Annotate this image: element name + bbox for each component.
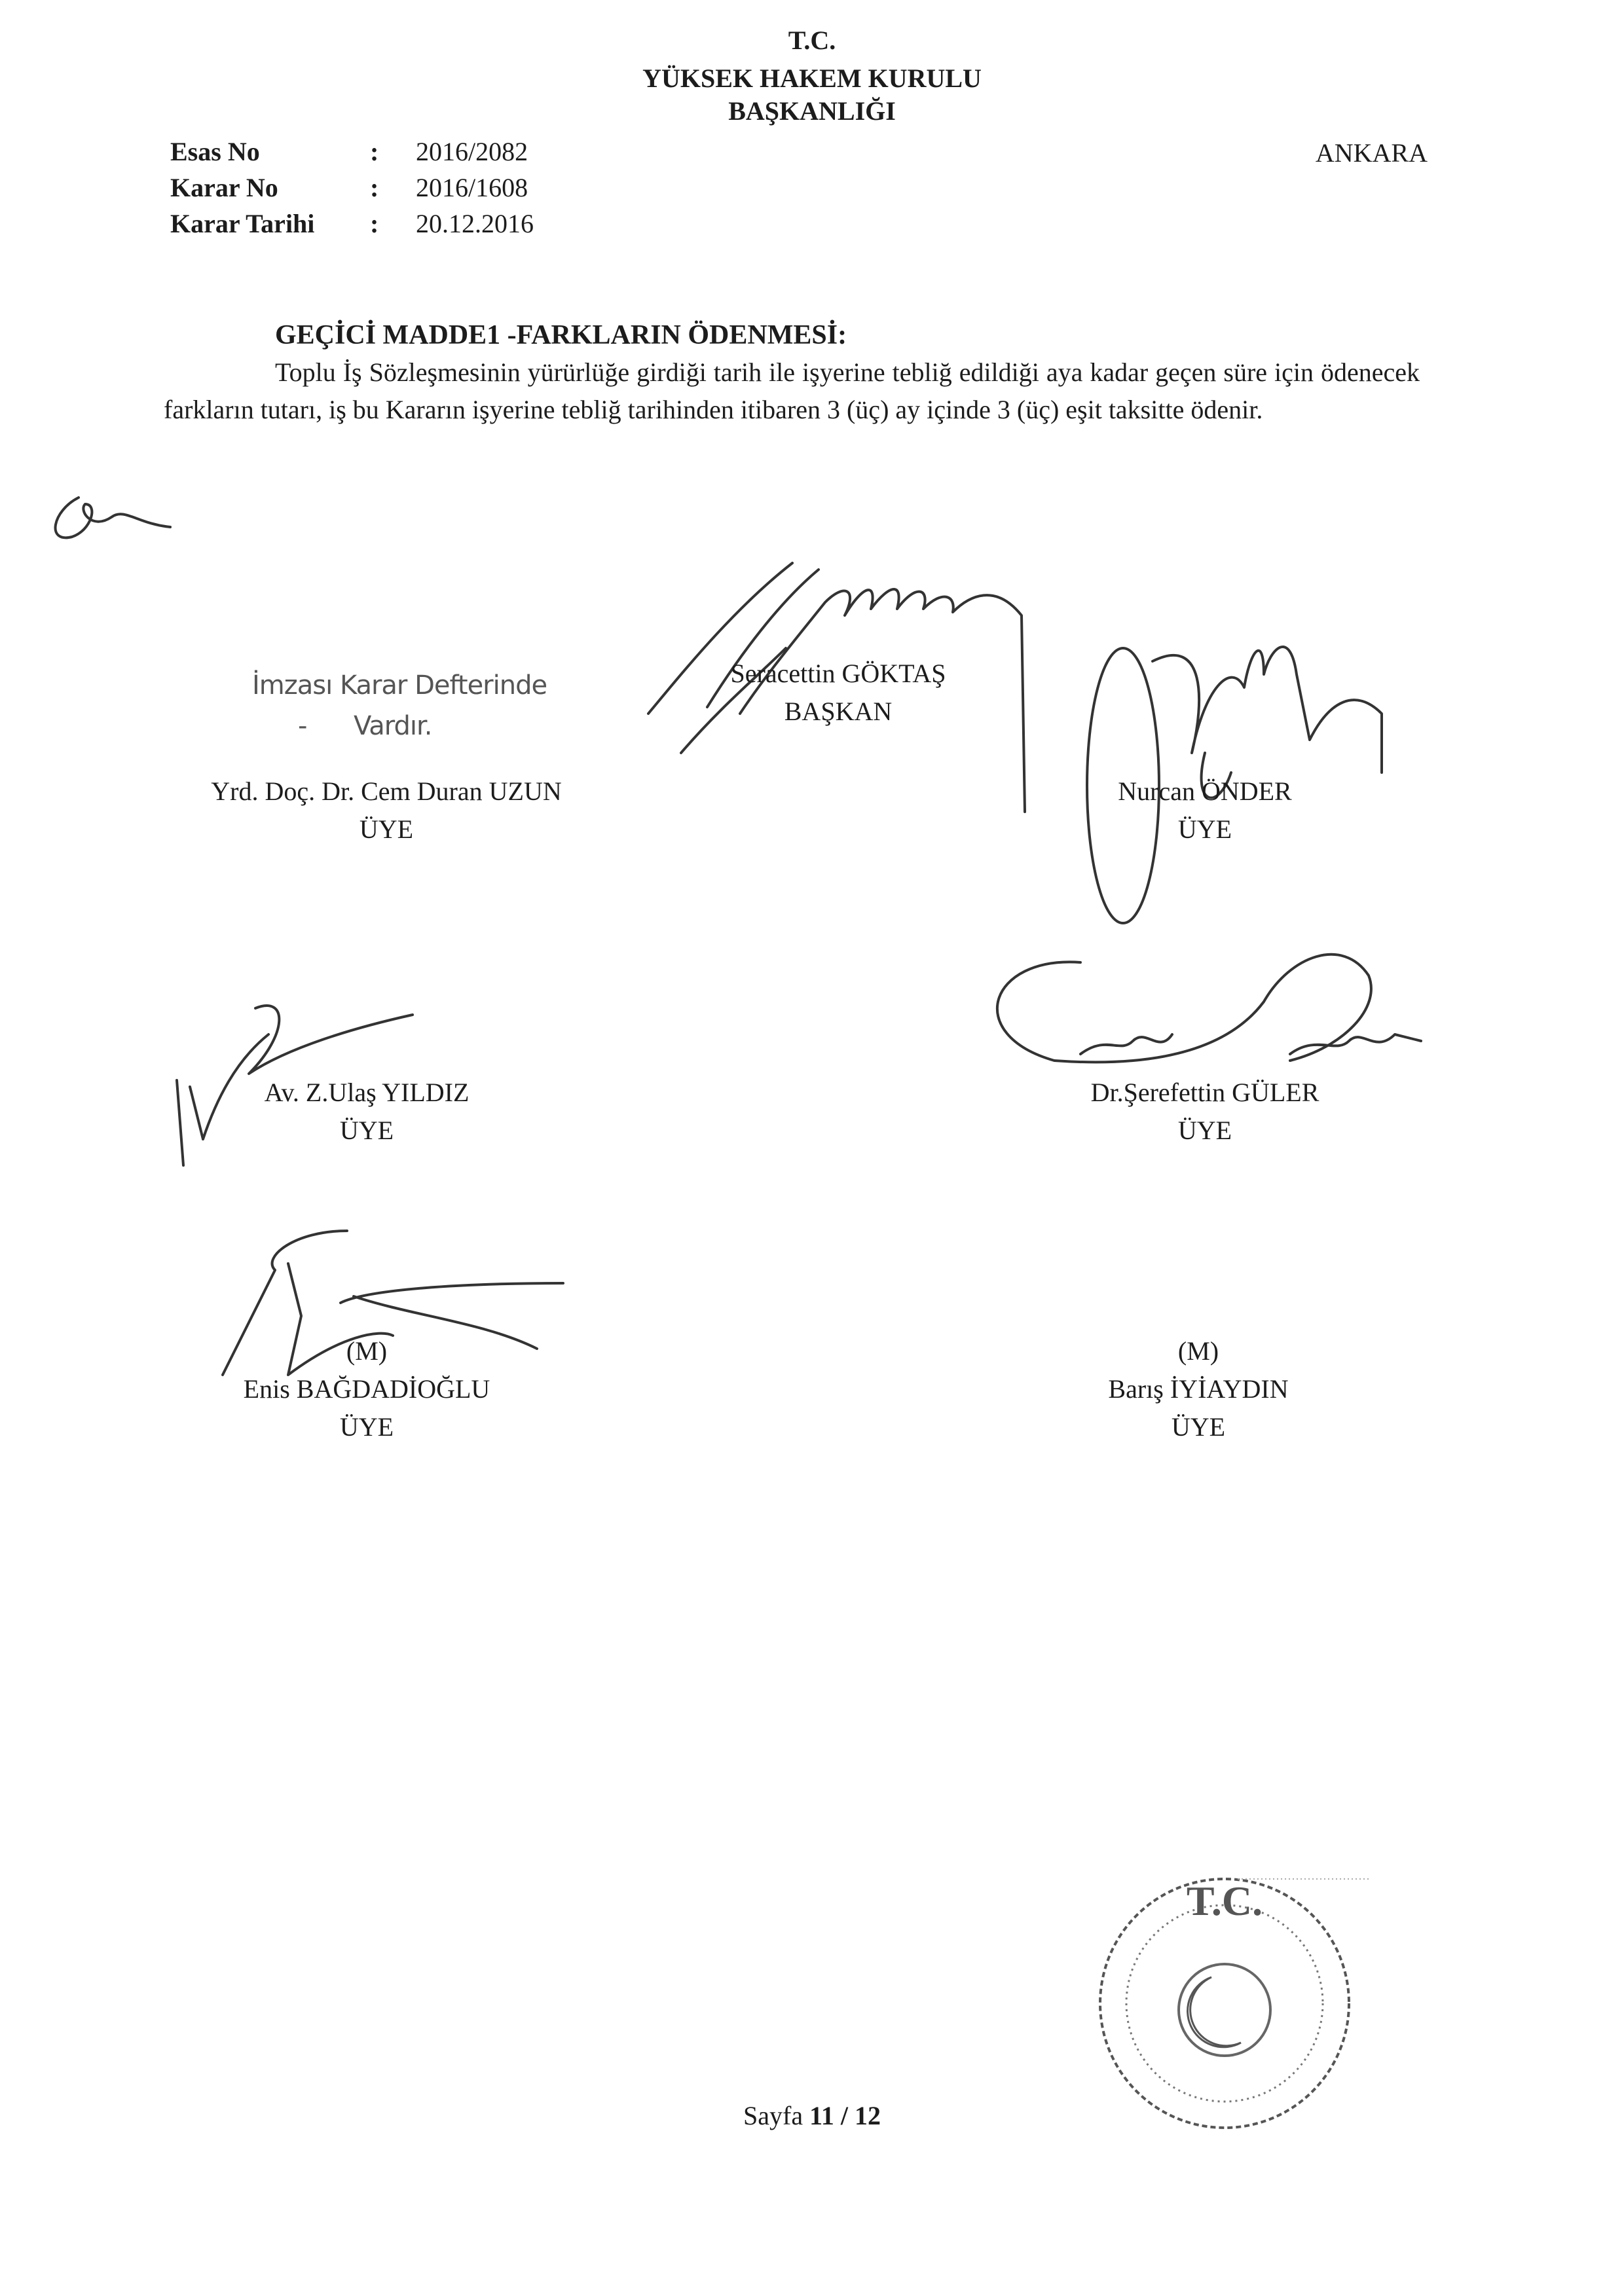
karar-value: 2016/1608: [416, 173, 528, 202]
iyiaydin-mark: (M): [1177, 1336, 1219, 1366]
uzun-role: ÜYE: [359, 814, 414, 844]
esas-label: Esas No: [170, 137, 260, 166]
seal-text: T.C.: [1186, 1878, 1263, 1924]
iyiaydin-role: ÜYE: [1171, 1412, 1226, 1442]
header-presidency: BAŞKANLIĞI: [728, 96, 896, 126]
esas-colon: :: [370, 137, 379, 166]
tarih-colon: :: [370, 209, 379, 238]
initials-mark: [39, 484, 183, 556]
guler-signature: [950, 903, 1486, 1074]
footer-total: 12: [855, 2101, 881, 2130]
stamp-note-line1: İmzası Karar Defterinde: [252, 670, 547, 701]
section-body: Toplu İş Sözleşmesinin yürürlüğe girdiği tarih ile işyerine tebliğ edildiği aya kadar geçen süre için ödenecek farkların tutarı, iş bu Kararın işyerine tebliğ tarihinden itibaren 3 (üç) ay içinde 3 (üç) eşit taksitte ödenir.: [164, 357, 1420, 424]
karar-colon: :: [370, 173, 379, 202]
tarih-label: Karar Tarihi: [170, 209, 315, 238]
footer-separator: /: [840, 2101, 848, 2130]
dash-mark: -: [298, 711, 307, 741]
iyiaydin-name: Barış İYİAYDIN: [1108, 1374, 1289, 1404]
section-title: GEÇİCİ MADDE1 -FARKLARIN ÖDENMESİ:: [275, 320, 847, 350]
bagdadioglu-name: Enis BAĞDADİOĞLU: [243, 1374, 490, 1404]
onder-role: ÜYE: [1177, 814, 1232, 844]
footer-page: 11: [809, 2101, 834, 2130]
karar-label: Karar No: [170, 173, 278, 202]
tarih-value: 20.12.2016: [416, 209, 534, 238]
guler-role: ÜYE: [1177, 1116, 1232, 1145]
bagdadioglu-role: ÜYE: [339, 1412, 394, 1442]
guler-name: Dr.Şerefettin GÜLER: [1090, 1078, 1320, 1107]
header-institution: YÜKSEK HAKEM KURULU: [642, 64, 982, 93]
bagdadioglu-mark: (M): [346, 1336, 388, 1366]
uzun-name: Yrd. Doç. Dr. Cem Duran UZUN: [211, 776, 562, 806]
footer-prefix: Sayfa: [743, 2101, 803, 2130]
city: ANKARA: [1315, 138, 1428, 168]
header-tc: T.C.: [788, 26, 836, 55]
stamp-note-line2: Vardır.: [354, 711, 432, 741]
president-role: BAŞKAN: [784, 697, 893, 726]
onder-name: Nurcan ÖNDER: [1118, 776, 1292, 806]
yildiz-name: Av. Z.Ulaş YILDIZ: [264, 1078, 470, 1107]
yildiz-role: ÜYE: [339, 1116, 394, 1145]
esas-value: 2016/2082: [416, 137, 528, 166]
president-name: Seracettin GÖKTAŞ: [730, 659, 946, 688]
page-footer: [0, 2100, 1624, 2131]
